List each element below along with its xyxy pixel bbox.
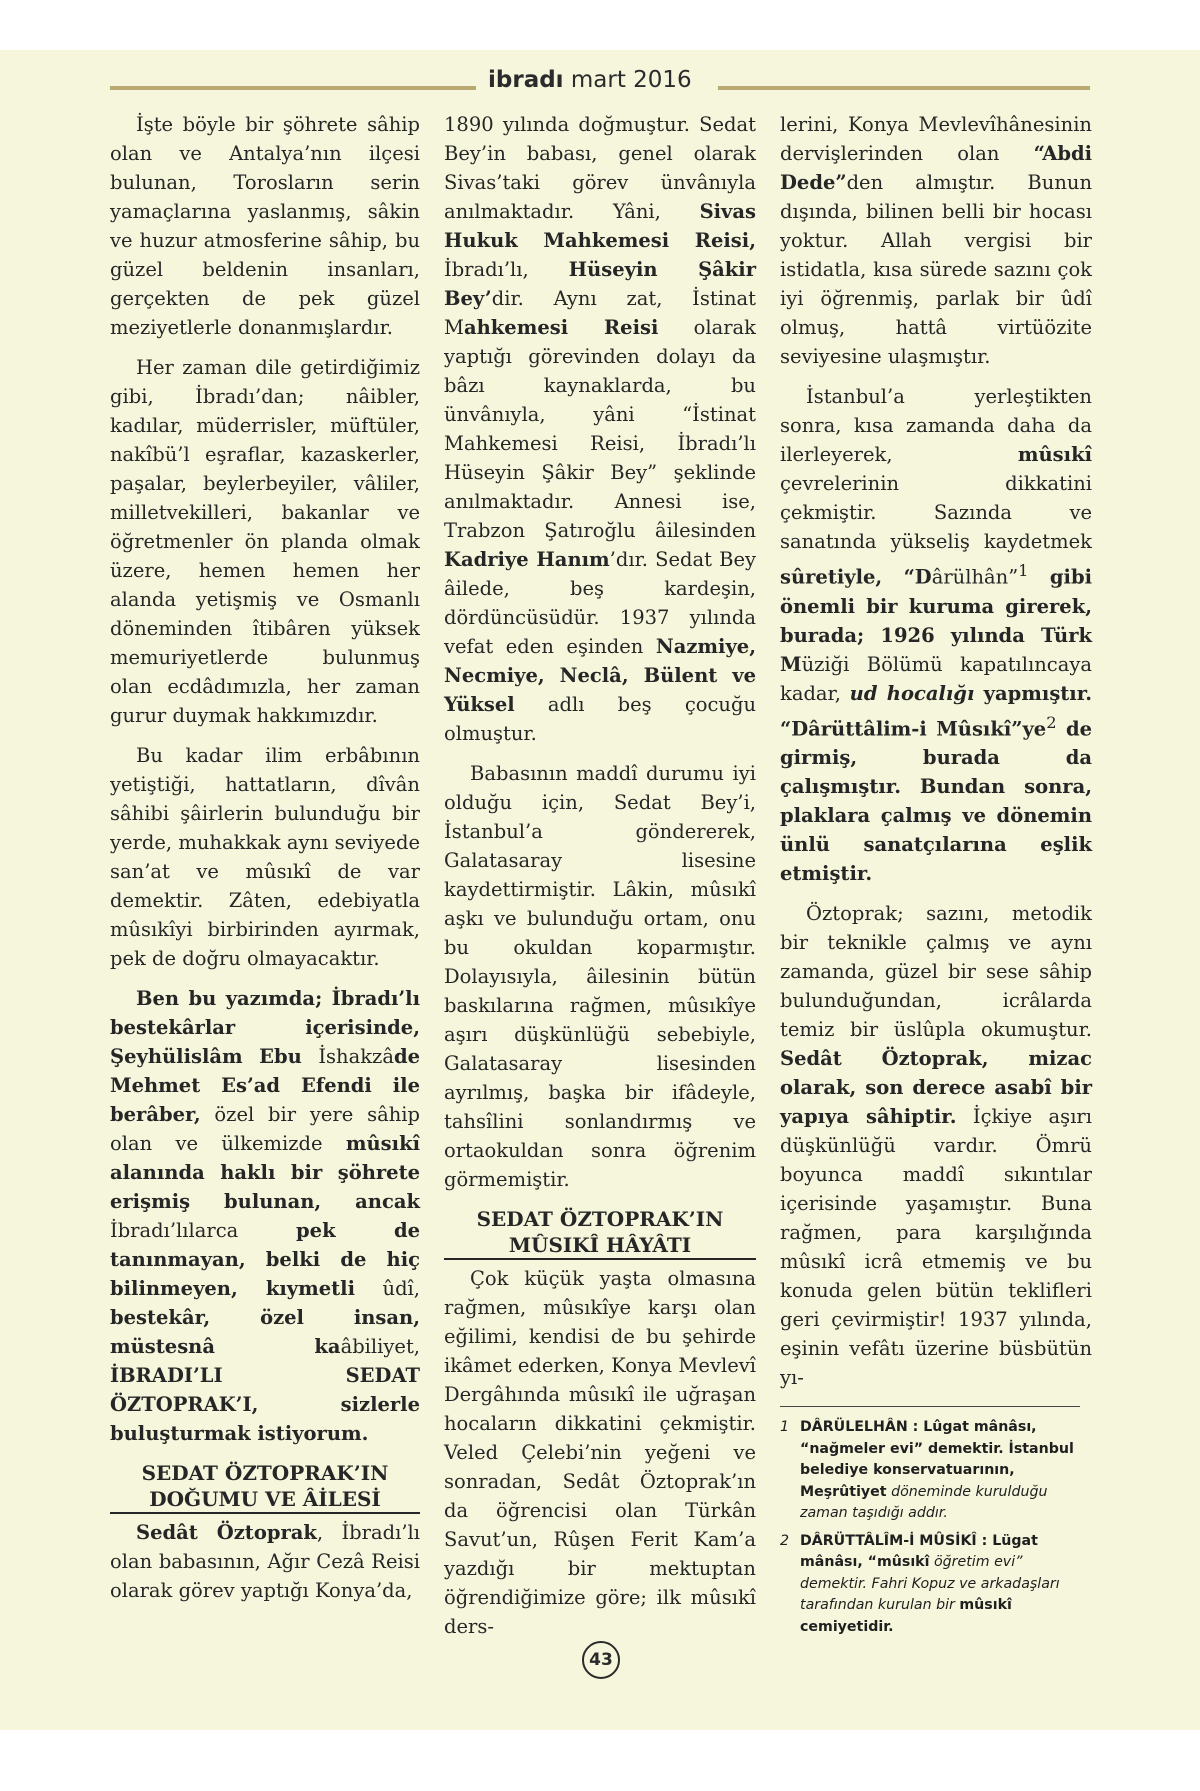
- footnote-1: 1 DÂRÜLELHÂN : Lûgat mânâsı, “nağmeler evi” demektir. İstanbul belediye konservatuarının, Meşrûtiyet döneminde kurulduğu zaman taşıdığı addır.: [780, 1419, 1074, 1521]
- column-2: [444, 110, 756, 1652]
- paragraph: 1890 yılında doğmuştur. Sedat Bey’in babası, genel olarak Sivas’taki görev ünvânıyla anılmaktadır. Yâni, Sivas Hukuk Mahkemesi Reisi, İbradı’lı, Hüseyin Şâkir Bey’dir. Aynı zat, İstinat Mahkemesi Reisi olarak yaptığı görevinden dolayı da bâzı kaynaklarda, bu ünvânıyla, yâni “İstinat Mahkemesi Reisi, İbradı’lı Hüseyin Şâkir Bey” şeklinde anılmaktadır. Annesi ise, Trabzon Şatıroğlu âilesinden Kadriye Hanım’dır. Sedat Bey âilede, beş kardeşin, dördüncüsüdür. 1937 yılında vefat eden eşinden Nazmiye, Necmiye, Neclâ, Bülent ve Yüksel adlı beş çocuğu olmuştur.: [444, 113, 757, 745]
- column-1: [110, 110, 420, 1616]
- page-number: 43: [582, 1641, 620, 1679]
- page-header: [110, 67, 1090, 97]
- paragraph: Ben bu yazımda; İbradı’lı bestekârlar içerisinde, Şeyhülislâm Ebu İshakzâde Mehmet Es’ad Efendi ile berâber, özel bir yere sâhip olan ve ülkemizde mûsıkî alanında haklı bir şöhrete erişmiş bulunan, ancak İbradı’lılarca pek de tanınmayan, belki de hiç bilinmeyen, kıymetli ûdî, bestekâr, özel insan, müstesnâ kaâbiliyet, İBRADI’LI SEDAT ÖZTOPRAK’I, sizlerle buluşturmak istiyorum.: [110, 987, 420, 1445]
- paragraph: Bu kadar ilim erbâbının yetiştiği, hattatların, dîvân sâhibi şâirlerin bulunduğu bir yerde, muhakkak aynı seviyede san’at ve mûsıkî de var demektir. Zâten, edebiyatla mûsıkîyi birbirinden ayırmak, pek de doğru olmayacaktır.: [110, 744, 420, 970]
- column-3: [780, 110, 1092, 1644]
- issue-date: mart 2016: [570, 67, 692, 93]
- paragraph: İstanbul’a yerleştikten sonra, kısa zamanda daha da ilerleyerek, mûsıkî çevrelerinin dikkatini çekmiştir. Sazında ve sanatında yükseliş kaydetmek sûretiyle, “Dârülhân”$^1$ gibi önemli bir kuruma girerek, burada; 1926 yılında Türk Müziği Bölümü kapatılıncaya kadar, ud hocalığı yapmıştır. “Dârüttâlim-i $Mûsıkî”ye^2$ de girmiş, burada da çalışmıştır. Bundan sonra, plaklara çalmış ve dönemin ünlü sanatçılarına eşlik etmiştir.: [780, 385, 1092, 885]
- section-heading: SEDAT ÖZTOPRAK’IN MÛSIKÎ HÂYÂTI: [444, 1206, 756, 1260]
- header-rule-right: [718, 86, 1090, 90]
- footnote-divider: [780, 1406, 1080, 1407]
- footnote-ref: 2: [1046, 712, 1057, 732]
- paragraph: Çok küçük yaşta olmasına rağmen, mûsıkîye karşı olan eğilimi, kendisi de bu şehirde ikâmet ederken, Konya Mevlevî Dergâhında mûsıkî ile uğraşan hocaların dikkatini çekmiştir. Veled Çelebi’nin yeğeni ve sonradan, Sedât Öztoprak’ın da öğrencisi olan Türkân Savut’un, Rûşen Ferit Kam’a yazdığı bir mektuptan öğrendiğimize göre; ilk mûsıkî ders-: [444, 1267, 756, 1638]
- magazine-name: ibradı: [488, 67, 564, 93]
- paragraph: Babasının maddî durumu iyi olduğu için, Sedat Bey’i, İstanbul’a göndererek, Galatasaray lisesine kaydettirmiştir. Lâkin, mûsıkî aşkı ve bulunduğu ortam, onu bu okuldan koparmıştır. Dolayısıyla, âilesinin bütün baskılarına rağmen, mûsıkîye aşırı düşkünlüğü sebebiyle, Galatasaray lisesinden ayrılmış, başka bir ifâdeyle, tahsîlini sonlandırmış ve ortaokuldan sonra öğrenim görmemiştir.: [444, 762, 756, 1191]
- paragraph: Her zaman dile getirdiğimiz gibi, İbradı’dan; nâibler, kadılar, müderrisler, müftüler, nakîbü’l eşraflar, kazaskerler, paşalar, beylerbeyiler, vâliler, milletvekilleri, bakanlar ve öğretmenler ön planda olmak üzere, hemen hemen her alanda yetişmiş ve Osmanlı döneminden îtibâren yüksek memuriyetlerde bulunmuş olan ecdâdımızla, her zaman gurur duymak hakkımızdır.: [110, 356, 420, 727]
- paragraph: lerini, Konya Mevlevîhânesinin dervişlerinden olan “Abdi Dede”den almıştır. Bunun dışında, bilinen belli bir hocası yoktur. Allah vergisi bir istidatla, kısa sürede sazını çok iyi öğrenmiş, parlak bir ûdî olmuş, hattâ virtüözite seviyesine ulaşmıştır.: [780, 113, 1092, 368]
- header-rule-left: [110, 86, 476, 90]
- paragraph: Sedât Öztoprak, İbradı’lı olan babasının, Ağır Cezâ Reisi olarak görev yaptığı Konya’da,: [110, 1521, 421, 1602]
- paragraph: Öztoprak; sazını, metodik bir teknikle çalmış ve aynı zamanda, güzel bir sese sâhip bulunduğundan, icrâlarda temiz bir üslûpla okumuştur. Sedât Öztoprak, mizac olarak, son derece asabî bir yapıya sâhiptir. İçkiye aşırı düşkünlüğü vardır. Ömrü boyunca maddî sıkıntılar içerisinde yaşamıştır. Buna rağmen, para karşılığında mûsıkî icrâ etmemiş ve bu konuda gelen bütün teklifleri geri çevirmiştir! 1937 yılında, eşinin vefâtı üzerine büsbütün yı-: [780, 902, 1092, 1389]
- section-heading: SEDAT ÖZTOPRAK’IN DOĞUMU VE ÂİLESİ: [110, 1460, 420, 1514]
- footnote-ref: 1: [1018, 561, 1029, 580]
- footnote-2: 2 DÂRÜTTÂLÎM-İ MÛSİKÎ : Lügat mânâsı, “mûsıkî öğretim evi” demektir. Fahri Kopuz ve arkadaşları tarafından kurulan bir mûsıkî cemiyetidir.: [780, 1532, 1060, 1635]
- paragraph: İşte böyle bir şöhrete sâhip olan ve Antalya’nın ilçesi bulunan, Torosların serin yamaçlarına yaslanmış, sâkin ve huzur atmosferine sâhip, bu güzel beldenin insanları, gerçekten de pek güzel meziyetlerle donanmışlardır.: [110, 113, 420, 339]
- masthead: [488, 67, 692, 93]
